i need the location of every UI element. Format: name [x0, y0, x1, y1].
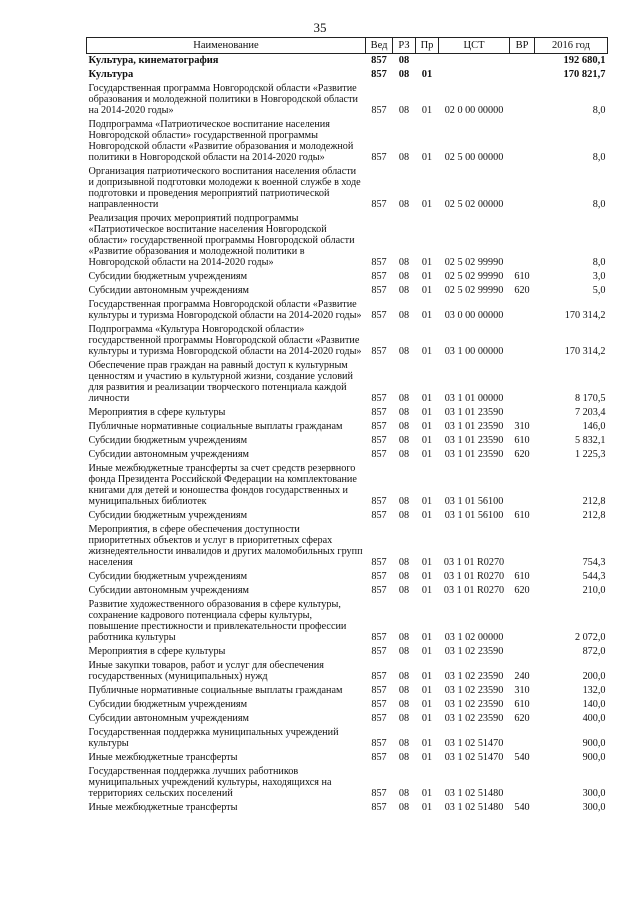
- row-name: Субсидии бюджетным учреждениям: [88, 435, 248, 446]
- table-row: [87, 212, 608, 270]
- table-row: [87, 584, 608, 598]
- row-rz: 08: [398, 69, 410, 80]
- row-cst: 03 1 01 23590: [444, 407, 504, 418]
- row-cst: 02 5 02 00000: [444, 199, 504, 210]
- row-ved: 857: [371, 393, 387, 404]
- row-vr: [510, 523, 535, 570]
- row-name: Подпрограмма «Культура Новгородской области» государственной программы Новгородской области «Развитие культуры и туризма Новгородской области на 2014-2020 годы»: [88, 324, 362, 357]
- budget-table: [86, 37, 608, 815]
- row-sum: 1 225,3: [574, 449, 606, 460]
- row-sum: 900,0: [582, 738, 606, 749]
- row-ved: 857: [371, 346, 387, 357]
- row-ved: 857: [371, 421, 387, 432]
- row-vr: 610: [514, 271, 530, 282]
- row-pr: 01: [421, 752, 433, 763]
- row-pr: 01: [421, 105, 433, 116]
- table-row: [87, 82, 608, 118]
- row-ved: 857: [371, 671, 387, 682]
- row-rz: 08: [398, 152, 410, 163]
- row-sum: 300,0: [582, 788, 606, 799]
- row-cst: 02 5 02 99990: [444, 285, 504, 296]
- table-row: [87, 509, 608, 523]
- row-sum: 192 680,1: [563, 55, 606, 66]
- row-rz: 08: [398, 738, 410, 749]
- row-name: Субсидии бюджетным учреждениям: [88, 571, 248, 582]
- row-sum: 212,8: [582, 496, 606, 507]
- row-sum: 210,0: [582, 585, 606, 596]
- row-sum: 132,0: [582, 685, 606, 696]
- row-sum: 8,0: [592, 199, 606, 210]
- row-rz: 08: [398, 510, 410, 521]
- row-ved: 857: [371, 285, 387, 296]
- row-pr: 01: [421, 685, 433, 696]
- row-ved: 857: [371, 788, 387, 799]
- row-ved: 857: [371, 69, 387, 80]
- row-pr: 01: [421, 557, 433, 568]
- table-row: [87, 659, 608, 684]
- row-name: Мероприятия в сфере культуры: [88, 407, 226, 418]
- row-sum: 300,0: [582, 802, 606, 813]
- row-pr: 01: [421, 788, 433, 799]
- row-rz: 08: [398, 449, 410, 460]
- row-name: Культура: [88, 69, 134, 80]
- row-rz: 08: [398, 496, 410, 507]
- header-vr: ВР: [510, 38, 535, 54]
- row-name: Иные закупки товаров, работ и услуг для обеспечения государственных (муниципальных) нужд: [88, 660, 324, 682]
- row-pr: 01: [421, 449, 433, 460]
- row-sum: 146,0: [582, 421, 606, 432]
- row-pr: 01: [421, 713, 433, 724]
- row-sum: 140,0: [582, 699, 606, 710]
- row-cst: 03 1 02 51480: [444, 802, 504, 813]
- row-name: Обеспечение прав граждан на равный доступ к культурным ценностям и участию в культурной жизни, создание условий для развития и реализации творческого потенциала каждой личности: [88, 360, 353, 404]
- row-vr: [510, 323, 535, 359]
- row-name: Культура, кинематография: [88, 55, 219, 66]
- row-sum: 170 821,7: [563, 69, 606, 80]
- row-sum: 8,0: [592, 105, 606, 116]
- table-row: [87, 420, 608, 434]
- header-year: 2016 год: [535, 38, 608, 54]
- row-rz: 08: [398, 632, 410, 643]
- row-cst: 03 1 01 R0270: [443, 585, 505, 596]
- row-sum: 872,0: [582, 646, 606, 657]
- row-pr: 01: [421, 271, 433, 282]
- row-pr: 01: [421, 496, 433, 507]
- header-cst: ЦСТ: [439, 38, 510, 54]
- row-pr: 01: [421, 69, 433, 80]
- row-name: Субсидии автономным учреждениям: [88, 285, 249, 296]
- row-rz: 08: [398, 199, 410, 210]
- row-rz: 08: [398, 435, 410, 446]
- row-vr: [510, 68, 535, 82]
- row-vr: 620: [514, 713, 530, 724]
- row-vr: [510, 765, 535, 801]
- row-pr: 01: [421, 310, 433, 321]
- row-sum: 754,3: [582, 557, 606, 568]
- row-ved: 857: [371, 632, 387, 643]
- row-ved: 857: [371, 257, 387, 268]
- row-pr: 01: [421, 393, 433, 404]
- table-row: [87, 570, 608, 584]
- row-name: Иные межбюджетные трансферты: [88, 752, 238, 763]
- row-vr: [510, 645, 535, 659]
- row-name: Развитие художественного образования в сфере культуры, сохранение кадрового потенциала сферы культуры, повышение престижности и привлекательности профессии работника культуры: [88, 599, 347, 643]
- table-row: [87, 270, 608, 284]
- row-name: Государственная программа Новгородской области «Развитие культуры и туризма Новгородской области на 2014-2020 годы»: [88, 299, 362, 321]
- row-sum: 8,0: [592, 152, 606, 163]
- row-vr: 540: [514, 802, 530, 813]
- table-row: [87, 118, 608, 165]
- row-rz: 08: [398, 346, 410, 357]
- row-cst: 03 1 01 56100: [444, 510, 504, 521]
- row-name: Государственная поддержка муниципальных учреждений культуры: [88, 727, 339, 749]
- row-rz: 08: [398, 713, 410, 724]
- row-cst: 02 5 00 00000: [444, 152, 504, 163]
- table-row: [87, 165, 608, 212]
- row-vr: [510, 598, 535, 645]
- row-pr: 01: [421, 585, 433, 596]
- row-vr: 310: [514, 421, 530, 432]
- row-vr: 310: [514, 685, 530, 696]
- row-sum: 544,3: [582, 571, 606, 582]
- row-vr: 620: [514, 285, 530, 296]
- row-ved: 857: [371, 55, 387, 66]
- row-name: Публичные нормативные социальные выплаты гражданам: [88, 421, 343, 432]
- row-name: Субсидии бюджетным учреждениям: [88, 510, 248, 521]
- row-rz: 08: [398, 310, 410, 321]
- row-pr: 01: [421, 257, 433, 268]
- row-vr: [510, 406, 535, 420]
- header-name: Наименование: [87, 38, 366, 54]
- row-rz: 08: [398, 671, 410, 682]
- row-vr: 610: [514, 510, 530, 521]
- row-ved: 857: [371, 646, 387, 657]
- row-rz: 08: [398, 407, 410, 418]
- row-name: Реализация прочих мероприятий подпрограммы «Патриотическое воспитание населения Новгородской области» государственной программы Новгородской области «Развитие образования и молодежной политики в Новгородской области на 2014-2020 годы»: [88, 213, 355, 268]
- row-name: Государственная программа Новгородской области «Развитие образования и молодежной политики в Новгородской области на 2014-2020 годы»: [88, 83, 358, 116]
- row-rz: 08: [398, 393, 410, 404]
- row-pr: 01: [421, 646, 433, 657]
- row-name: Иные межбюджетные трансферты за счет средств резервного фонда Президента Российской Федерации на комплектование книгами для детей и юношества фондов государственных и муниципальных библиотек: [88, 463, 357, 507]
- header-ved: Вед: [366, 38, 393, 54]
- row-name: Публичные нормативные социальные выплаты гражданам: [88, 685, 343, 696]
- row-pr: 01: [421, 435, 433, 446]
- row-name: Подпрограмма «Патриотическое воспитание населения Новгородской области» государственной программы Новгородской области «Развитие образования и молодежной политики в Новгородской области на 2014-2020 годы»: [88, 119, 354, 163]
- row-rz: 08: [398, 257, 410, 268]
- row-pr: 01: [421, 699, 433, 710]
- row-ved: 857: [371, 713, 387, 724]
- row-rz: 08: [398, 585, 410, 596]
- row-rz: 08: [398, 421, 410, 432]
- row-pr: 01: [421, 346, 433, 357]
- table-row: [87, 298, 608, 323]
- row-sum: 170 314,2: [564, 346, 606, 357]
- row-ved: 857: [371, 752, 387, 763]
- row-vr: [510, 462, 535, 509]
- row-sum: 2 072,0: [574, 632, 606, 643]
- row-ved: 857: [371, 510, 387, 521]
- row-rz: 08: [398, 571, 410, 582]
- table-row: [87, 54, 608, 69]
- row-pr: 01: [421, 199, 433, 210]
- row-pr: 01: [421, 421, 433, 432]
- row-ved: 857: [371, 199, 387, 210]
- row-vr: [510, 298, 535, 323]
- table-row: [87, 323, 608, 359]
- row-vr: 620: [514, 449, 530, 460]
- row-rz: 08: [398, 802, 410, 813]
- row-ved: 857: [371, 271, 387, 282]
- row-sum: 7 203,4: [574, 407, 606, 418]
- row-cst: 02 5 02 99990: [444, 271, 504, 282]
- table-row: [87, 751, 608, 765]
- table-row: [87, 598, 608, 645]
- table-row: [87, 359, 608, 406]
- row-cst: 03 1 02 23590: [444, 713, 504, 724]
- row-vr: 240: [514, 671, 530, 682]
- row-cst: 03 1 01 23590: [444, 435, 504, 446]
- table-header: [87, 38, 608, 54]
- table-row: [87, 284, 608, 298]
- table-row: [87, 765, 608, 801]
- row-ved: 857: [371, 105, 387, 116]
- row-sum: 5 832,1: [574, 435, 606, 446]
- row-name: Субсидии бюджетным учреждениям: [88, 271, 248, 282]
- table-body: [87, 54, 608, 816]
- row-pr: 01: [421, 738, 433, 749]
- row-vr: 610: [514, 699, 530, 710]
- row-sum: 5,0: [592, 285, 606, 296]
- row-vr: 610: [514, 571, 530, 582]
- row-cst: [439, 54, 510, 69]
- table-row: [87, 462, 608, 509]
- row-vr: [510, 118, 535, 165]
- table-row: [87, 645, 608, 659]
- row-cst: 03 1 01 R0270: [443, 571, 505, 582]
- row-ved: 857: [371, 496, 387, 507]
- row-ved: 857: [371, 802, 387, 813]
- row-cst: 03 1 02 23590: [444, 671, 504, 682]
- table-row: [87, 726, 608, 751]
- row-ved: 857: [371, 152, 387, 163]
- row-name: Субсидии бюджетным учреждениям: [88, 699, 248, 710]
- table-row: [87, 448, 608, 462]
- row-name: Мероприятия, в сфере обеспечения доступности приоритетных объектов и услуг в приоритетных сферах жизнедеятельности инвалидов и других маломобильных групп населения: [88, 524, 363, 568]
- table-row: [87, 684, 608, 698]
- row-cst: 03 1 02 51470: [444, 752, 504, 763]
- row-cst: 03 1 01 56100: [444, 496, 504, 507]
- row-rz: 08: [398, 646, 410, 657]
- header-pr: Пр: [416, 38, 439, 54]
- row-cst: [439, 68, 510, 82]
- row-sum: 170 314,2: [564, 310, 606, 321]
- row-vr: [510, 726, 535, 751]
- row-rz: 08: [398, 557, 410, 568]
- row-ved: 857: [371, 449, 387, 460]
- row-ved: 857: [371, 310, 387, 321]
- table-row: [87, 801, 608, 815]
- table-row: [87, 68, 608, 82]
- row-cst: 03 1 02 51470: [444, 738, 504, 749]
- row-rz: 08: [398, 752, 410, 763]
- row-name: Государственная поддержка лучших работников муниципальных учреждений культуры, находящихся на территориях сельских поселений: [88, 766, 332, 799]
- table-row: [87, 523, 608, 570]
- table-row: [87, 434, 608, 448]
- row-pr: 01: [421, 802, 433, 813]
- row-pr: 01: [421, 285, 433, 296]
- row-vr: [510, 359, 535, 406]
- row-ved: 857: [371, 435, 387, 446]
- table-row: [87, 712, 608, 726]
- row-sum: 8,0: [592, 257, 606, 268]
- row-sum: 212,8: [582, 510, 606, 521]
- row-sum: 200,0: [582, 671, 606, 682]
- row-rz: 08: [398, 285, 410, 296]
- row-pr: [416, 54, 439, 69]
- page-number: 35: [313, 20, 327, 35]
- row-vr: 610: [514, 435, 530, 446]
- row-pr: 01: [421, 571, 433, 582]
- row-vr: 540: [514, 752, 530, 763]
- row-name: Мероприятия в сфере культуры: [88, 646, 226, 657]
- row-ved: 857: [371, 685, 387, 696]
- row-name: Иные межбюджетные трансферты: [88, 802, 238, 813]
- row-rz: 08: [398, 271, 410, 282]
- table-row: [87, 406, 608, 420]
- row-rz: 08: [398, 55, 410, 66]
- row-pr: 01: [421, 671, 433, 682]
- row-rz: 08: [398, 788, 410, 799]
- row-vr: [510, 212, 535, 270]
- row-cst: 03 1 02 00000: [444, 632, 504, 643]
- row-ved: 857: [371, 407, 387, 418]
- row-cst: 03 1 02 23590: [444, 646, 504, 657]
- row-sum: 8 170,5: [574, 393, 606, 404]
- row-sum: 3,0: [592, 271, 606, 282]
- row-cst: 03 0 00 00000: [444, 310, 504, 321]
- row-ved: 857: [371, 585, 387, 596]
- row-ved: 857: [371, 699, 387, 710]
- row-cst: 03 1 01 00000: [444, 393, 504, 404]
- row-name: Организация патриотического воспитания населения области и допризывной подготовки молодежи к военной службе в ходе подготовки и проведения мероприятий патриотической направленности: [88, 166, 361, 210]
- row-cst: 03 1 01 23590: [444, 449, 504, 460]
- row-cst: 03 1 01 R0270: [443, 557, 505, 568]
- row-pr: 01: [421, 152, 433, 163]
- row-cst: 03 1 01 23590: [444, 421, 504, 432]
- table-row: [87, 698, 608, 712]
- row-rz: 08: [398, 699, 410, 710]
- row-pr: 01: [421, 632, 433, 643]
- row-cst: 02 5 02 99990: [444, 257, 504, 268]
- row-rz: 08: [398, 105, 410, 116]
- row-ved: 857: [371, 557, 387, 568]
- row-vr: [510, 82, 535, 118]
- row-vr: [510, 165, 535, 212]
- row-name: Субсидии автономным учреждениям: [88, 713, 249, 724]
- row-rz: 08: [398, 685, 410, 696]
- row-cst: 03 1 02 51480: [444, 788, 504, 799]
- row-vr: 620: [514, 585, 530, 596]
- row-cst: 03 1 02 23590: [444, 699, 504, 710]
- row-cst: 03 1 02 23590: [444, 685, 504, 696]
- row-name: Субсидии автономным учреждениям: [88, 449, 249, 460]
- header-rz: РЗ: [393, 38, 416, 54]
- row-vr: [510, 54, 535, 69]
- row-ved: 857: [371, 571, 387, 582]
- row-sum: 900,0: [582, 752, 606, 763]
- row-cst: 02 0 00 00000: [444, 105, 504, 116]
- row-sum: 400,0: [582, 713, 606, 724]
- row-pr: 01: [421, 407, 433, 418]
- row-cst: 03 1 00 00000: [444, 346, 504, 357]
- row-ved: 857: [371, 738, 387, 749]
- row-pr: 01: [421, 510, 433, 521]
- row-name: Субсидии автономным учреждениям: [88, 585, 249, 596]
